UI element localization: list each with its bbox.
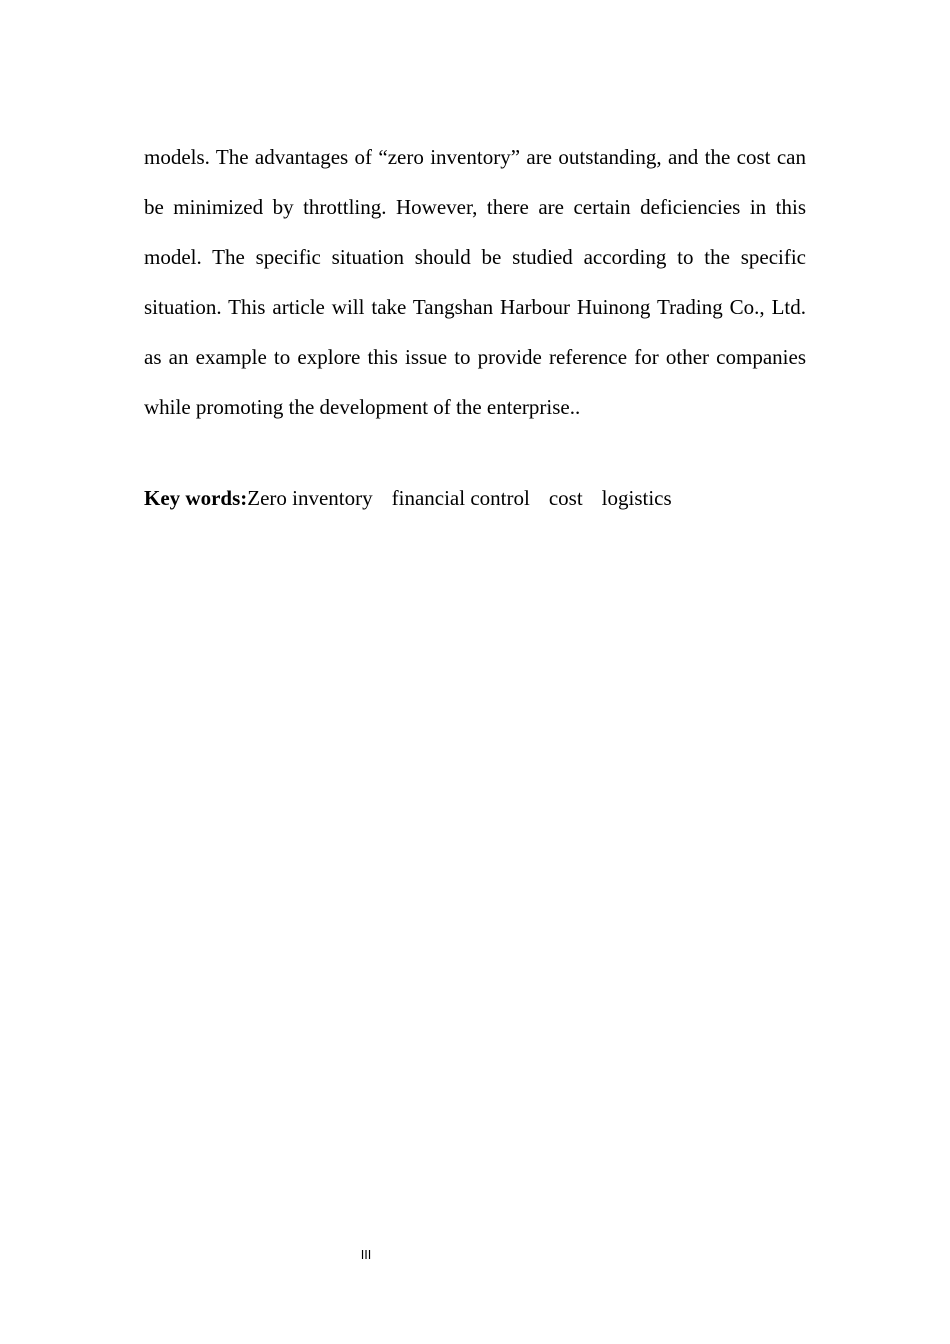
keywords-label: Key words: — [144, 486, 248, 510]
keyword-item: cost — [548, 486, 583, 510]
keyword-item: financial control — [391, 486, 530, 510]
page-number: III — [360, 1248, 372, 1262]
abstract-paragraph: models. The advantages of “zero inventory” are outstanding, and the cost can be minimized by throttling. However, there are certain deficiencies in this model. The specific situation should be studied according to the specific situation. This article will take Tangshan Harbour Huinong Trading Co., Ltd. as an example to explore this issue to provide reference for other companies while promoting the development of the enterprise.. — [144, 145, 806, 419]
keyword-item: Zero inventory — [247, 486, 373, 510]
keywords-line — [144, 480, 806, 516]
keyword-item: logistics — [601, 486, 672, 510]
